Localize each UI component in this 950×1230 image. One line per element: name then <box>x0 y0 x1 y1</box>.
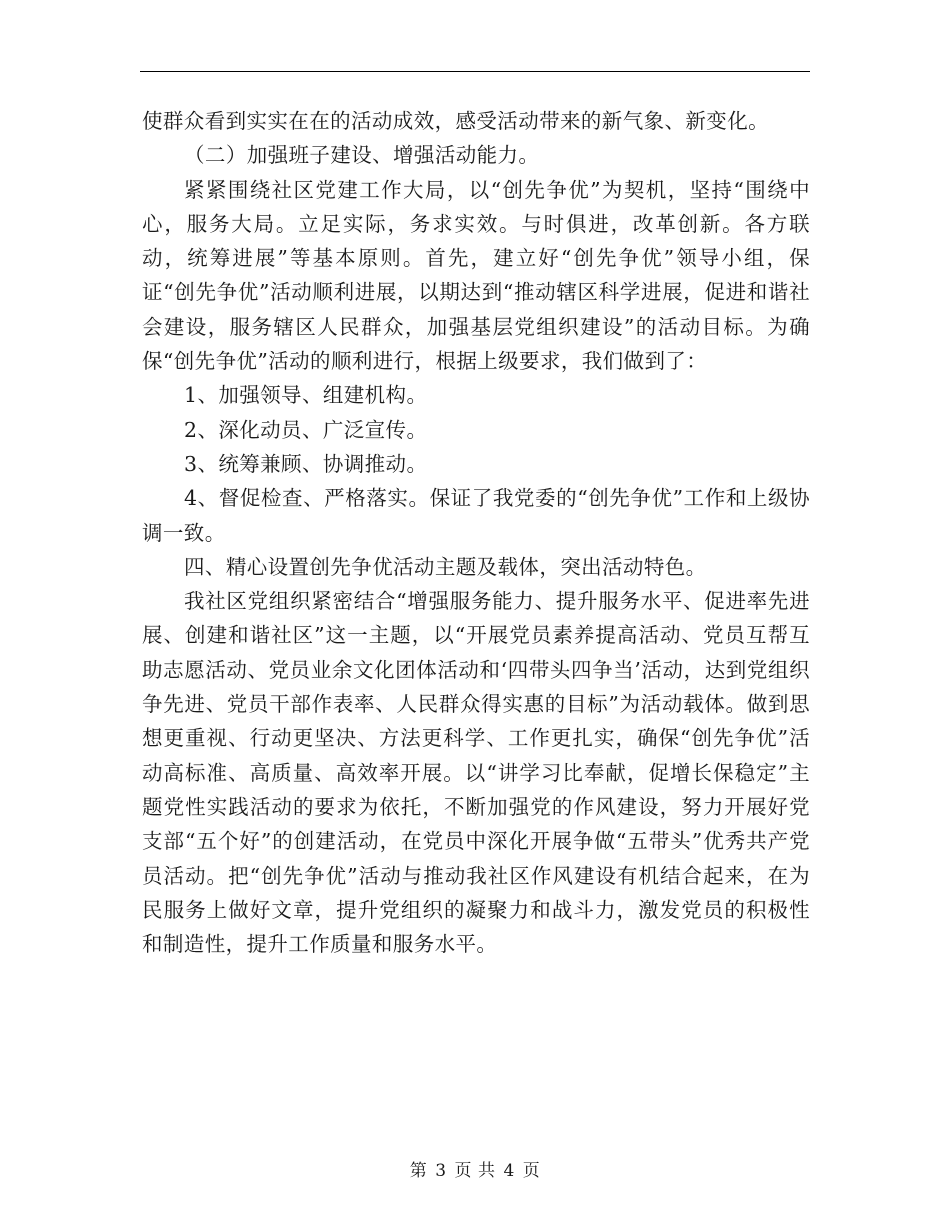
paragraph: 3、统筹兼顾、协调推动。 <box>184 451 428 476</box>
paragraph: 1、加强领导、组建机构。 <box>184 383 428 408</box>
page-footer <box>0 1156 950 1181</box>
paragraph: 4、督促检查、严格落实。保证了我党委的“创先争优”工作和上级协调一致。 <box>142 486 810 545</box>
paragraph: 我社区党组织紧密结合“增强服务能力、提升服务水平、促进率先进展、创建和谐社区”这一主题，以“开展党员素养提高活动、党员互帮互助志愿活动、党员业余文化团体活动和‘四带头四争当’活动，达到党组织争先进、党员干部作表率、人民群众得实惠的目标”为活动载体。做到思想更重视、行动更坚决、方法更科学、工作更扎实，确保“创先争优”活动高标准、高质量、高效率开展。以“讲学习比奉献，促增长保稳定”主题党性实践活动的要求为依托，不断加强党的作风建设，努力开展好党支部“五个好”的创建活动，在党员中深化开展争做“五带头”优秀共产党员活动。把“创先争优”活动与推动我社区作风建设有机结合起来，在为民服务上做好文章，提升党组织的凝聚力和战斗力，激发党员的积极性和制造性，提升工作质量和服务水平。 <box>142 589 810 957</box>
page-label-prefix: 第 <box>409 1161 428 1181</box>
paragraph: 2、深化动员、广泛宣传。 <box>184 417 428 442</box>
header-rule <box>140 71 810 72</box>
paragraph: （二）加强班子建设、增强活动能力。 <box>184 143 540 168</box>
paragraph: 使群众看到实实在在的活动成效，感受活动带来的新气象、新变化。 <box>142 109 769 133</box>
current-page-number: 3 <box>435 1161 447 1181</box>
page-label-mid: 页 共 <box>454 1161 496 1181</box>
document-body <box>142 104 810 961</box>
page-label-suffix: 页 <box>522 1161 541 1181</box>
paragraph: 紧紧围绕社区党建工作大局，以“创先争优”为契机，坚持“围绕中心，服务大局。立足实际，务求实效。与时俱进，改革创新。各方联动，统筹进展”等基本原则。首先，建立好“创先争优”领导小组，保证“创先争优”活动顺利进展，以期达到“推动辖区科学进展，促进和谐社会建设，服务辖区人民群众，加强基层党组织建设”的活动目标。为确保“创先争优”活动的顺利进行，根据上级要求，我们做到了： <box>142 177 810 374</box>
total-pages-number: 4 <box>503 1161 515 1181</box>
paragraph: 四、精心设置创先争优活动主题及载体，突出活动特色。 <box>184 554 707 579</box>
